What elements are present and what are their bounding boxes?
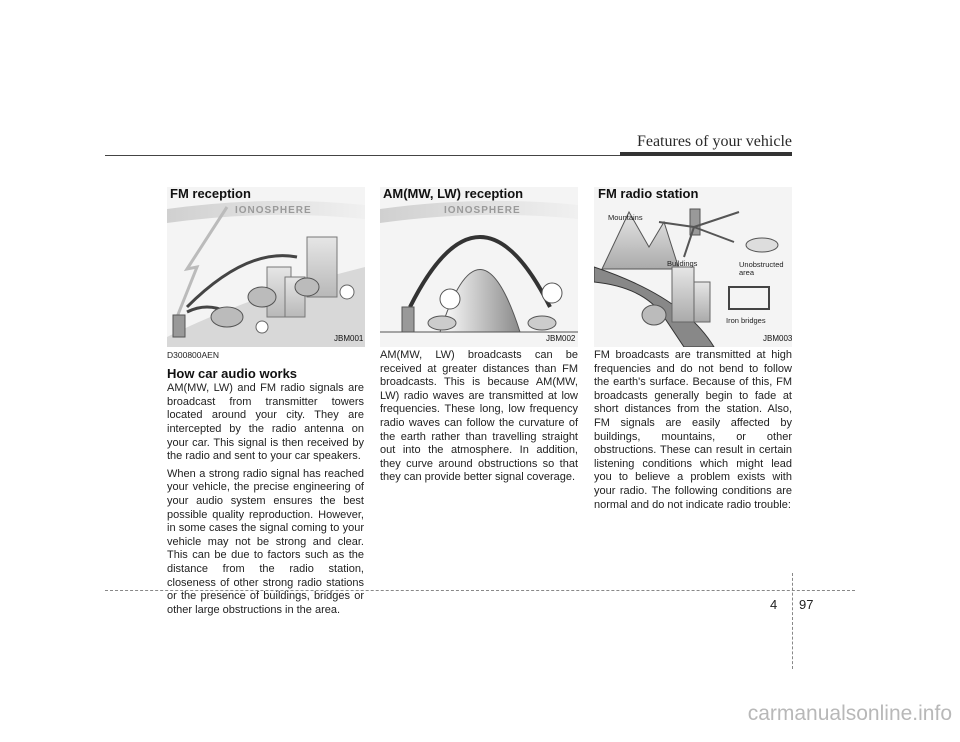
- figure-am-reception: [380, 187, 578, 347]
- fm-reception-illustration: [167, 187, 365, 347]
- figure-title: AM(MW, LW) reception: [383, 186, 524, 201]
- label-buildings: Buildings: [667, 259, 698, 268]
- paragraph: AM(MW, LW) and FM radio signals are broadcast from transmitter towers located around your city. They are intercepted by the radio antenna on your car. This signal is then received by the radio and sent to your car speakers.: [167, 382, 364, 463]
- speaker-bubble: [542, 283, 562, 303]
- column-how-car-audio-works: [167, 349, 364, 621]
- document-code: D300800AEN: [167, 350, 219, 360]
- ionosphere-label: IONOSPHERE: [444, 205, 521, 216]
- figure-fm-radio-station: [594, 187, 792, 347]
- label-mountains: Mountains: [608, 213, 643, 222]
- figure-code: JBM002: [546, 334, 576, 343]
- column-am-reception: [380, 349, 578, 489]
- header-title: Features of your vehicle: [636, 133, 792, 150]
- section-heading: How car audio works: [167, 365, 298, 381]
- footer-rule: [105, 590, 855, 591]
- figure-code: JBM003: [763, 334, 793, 343]
- am-reception-illustration: [380, 187, 578, 347]
- footer-divider: [792, 573, 793, 669]
- page-number: 97: [799, 597, 814, 612]
- label-iron-bridges: Iron bridges: [726, 316, 766, 325]
- car: [248, 287, 276, 307]
- figure-title: FM reception: [170, 186, 251, 201]
- header-rule-accent: [620, 152, 792, 156]
- label-area: area: [739, 268, 755, 277]
- chapter-number: 4: [770, 597, 778, 612]
- transmitter-tower: [402, 307, 414, 332]
- car: [428, 316, 456, 330]
- signal-bolt: [177, 207, 227, 317]
- speaker-bubble: [440, 289, 460, 309]
- paragraph: When a strong radio signal has reached your vehicle, the precise engineering of your audio system ensures the best possible quality reproduction. However, in some cases the signal coming to your vehicle may not be strong and clear. This can be due to factors such as the distance from the radio station, closeness of other strong radio stations or the presence of buildings, bridges or other large obstructions in the area.: [167, 467, 364, 616]
- signal-ray: [694, 212, 739, 227]
- transmitter-tower: [173, 315, 185, 337]
- car-unobstructed: [746, 238, 778, 252]
- figure-fm-reception: [167, 187, 365, 347]
- building: [694, 282, 710, 322]
- building: [672, 267, 694, 322]
- figure-code: JBM001: [334, 334, 364, 343]
- car: [295, 278, 319, 296]
- ionosphere-label: IONOSPHERE: [235, 205, 312, 216]
- column-fm-radio-station: [594, 349, 792, 516]
- car: [528, 316, 556, 330]
- paragraph: FM broadcasts are transmitted at high frequencies and do not bend to follow the earth's surface. Because of this, FM broadcasts generally begin to fade at short distances from the station. Also, FM signals are easily affected by buildings, mountains, or other obstructions. These can result in certain listening conditions which might lead you to believe a problem exists with your radio. The following conditions are normal and do not indicate radio trouble:: [594, 349, 792, 511]
- iron-bridge: [729, 287, 769, 309]
- tree: [256, 321, 268, 333]
- car: [642, 305, 666, 325]
- paragraph: AM(MW, LW) broadcasts can be received at greater distances than FM broadcasts. This is because AM(MW, LW) radio waves are transmitted at low frequencies. These long, low frequency radio waves can follow the curvature of the earth rather than travelling straight out into the atmosphere. In addition, they curve around obstructions so that they can provide better signal coverage.: [380, 349, 578, 484]
- tree: [340, 285, 354, 299]
- car: [211, 307, 243, 327]
- transmitter-tower: [690, 209, 700, 235]
- watermark: carmanualsonline.info: [747, 702, 952, 725]
- label-unobstructed: Unobstructed: [739, 260, 784, 269]
- figure-title: FM radio station: [598, 186, 699, 201]
- signal-ray: [684, 227, 694, 257]
- fm-radio-station-illustration: [594, 187, 792, 347]
